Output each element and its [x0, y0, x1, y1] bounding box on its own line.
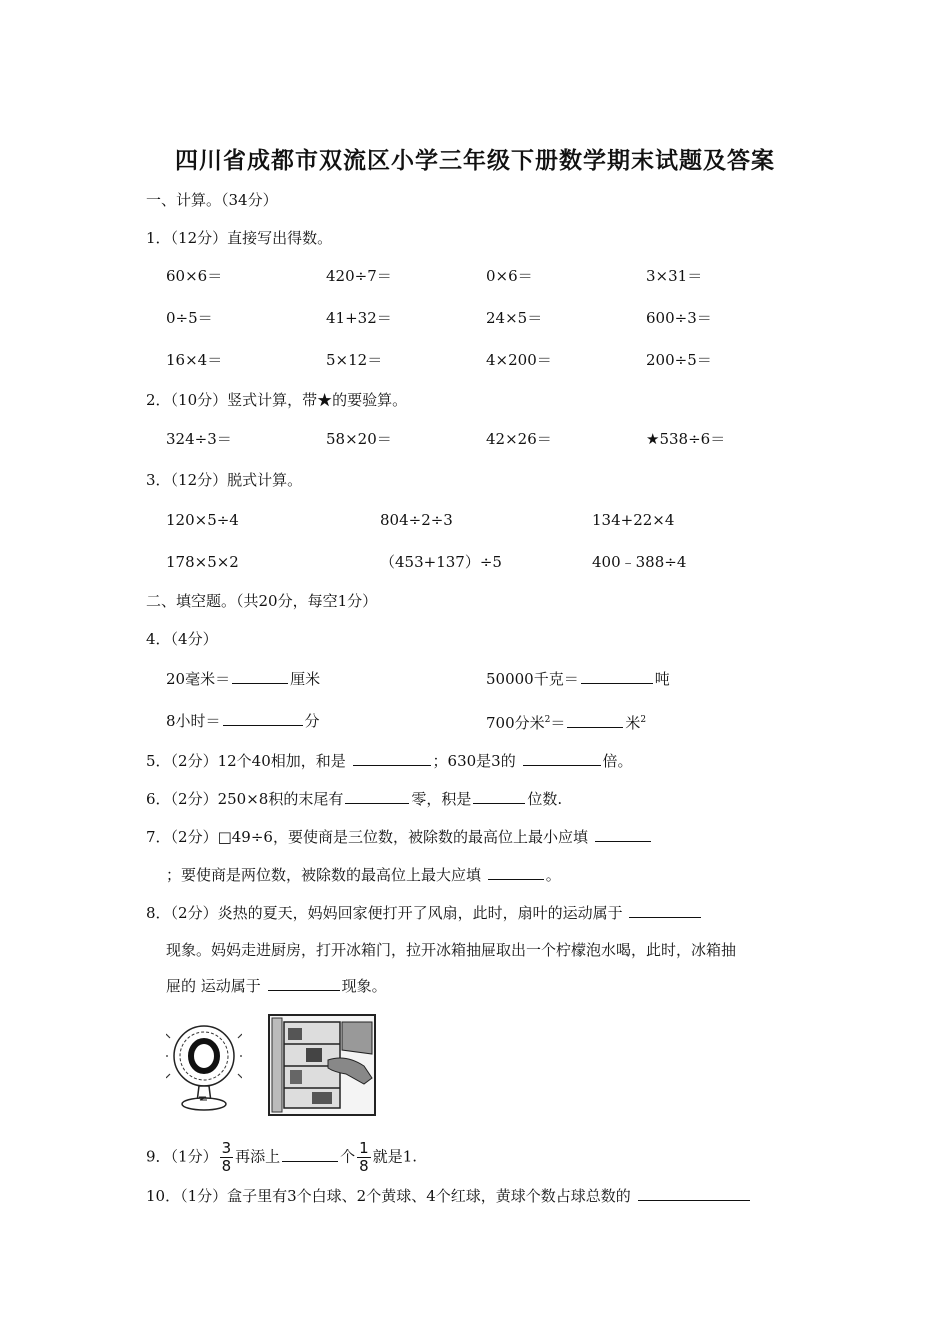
q1-item: 60×6＝: [166, 267, 223, 285]
q8-line-3: 屉的 运动属于 现象。: [166, 977, 387, 995]
q10: 10．（1分）盒子里有3个白球、2个黄球、4个红球，黄球个数占球总数的: [146, 1185, 752, 1206]
q4-item-d: 700分米$^2$＝ 米$^2$: [486, 714, 647, 732]
answer-blank[interactable]: [232, 668, 288, 684]
answer-blank[interactable]: [488, 864, 544, 880]
q2-heading: 2．（10分）竖式计算，带★的要验算。: [146, 391, 408, 409]
fraction: $\frac{1}{8}$: [359, 1139, 369, 1175]
q1-item: 41+32＝: [326, 309, 392, 327]
q4-item-c: 8小时＝ 分: [166, 712, 320, 730]
answer-blank[interactable]: [567, 712, 623, 728]
q1-item: 24×5＝: [486, 309, 543, 327]
q7-line-1: 7．（2分）□49÷6，要使商是三位数，被除数的最高位上最小应填: [146, 826, 653, 847]
q1-item: 600÷3＝: [646, 309, 712, 327]
q5: 5．（2分）12个40相加，和是 ；630是3的 倍。: [146, 752, 633, 770]
q3-item: 134+22×4: [592, 511, 675, 529]
q3-heading: 3．（12分）脱式计算。: [146, 471, 303, 489]
q8-line-2: 现象。妈妈走进厨房，打开冰箱门，拉开冰箱抽屉取出一个柠檬泡水喝，此时，冰箱抽: [166, 941, 737, 959]
answer-blank[interactable]: [282, 1146, 338, 1162]
answer-blank[interactable]: [638, 1185, 750, 1201]
q4-item-a: 20毫米＝ 厘米: [166, 670, 321, 688]
q9: 9．（1分） $\frac{3}{8}$ 再添上 个 $\frac{1}{8}$ 就是1.: [146, 1139, 418, 1175]
fridge-image: [268, 1014, 376, 1116]
q3-item: （453+137）÷5: [380, 553, 502, 571]
answer-blank[interactable]: [595, 826, 651, 842]
section-1-heading: 一、计算。（34分）: [146, 191, 278, 209]
q3-item: 400﹣388÷4: [592, 553, 687, 571]
q3-item: 178×5×2: [166, 553, 239, 571]
q3-item: 804÷2÷3: [380, 511, 453, 529]
fan-image: [166, 1018, 242, 1114]
fraction: $\frac{3}{8}$: [221, 1139, 232, 1175]
q1-item: 0÷5＝: [166, 309, 213, 327]
q1-item: 3×31＝: [646, 267, 703, 285]
q2-item: 58×20＝: [326, 430, 392, 448]
answer-blank[interactable]: [581, 668, 653, 684]
q1-item: 4×200＝: [486, 351, 552, 369]
q3-item: 120×5÷4: [166, 511, 239, 529]
q6: 6．（2分）250×8积的末尾有 零，积是 位数.: [146, 790, 563, 808]
q7-line-2: ；要使商是两位数，被除数的最高位上最大应填 。: [166, 866, 561, 884]
answer-blank[interactable]: [268, 975, 340, 991]
page-title: 四川省成都市双流区小学三年级下册数学期末试题及答案: [175, 148, 775, 174]
q4-heading: 4．（4分）: [146, 630, 218, 648]
q1-item: 0×6＝: [486, 267, 533, 285]
q1-item: 200÷5＝: [646, 351, 712, 369]
q1-item: 420÷7＝: [326, 267, 392, 285]
q2-item: ★538÷6＝: [646, 430, 726, 448]
answer-blank[interactable]: [629, 902, 701, 918]
answer-blank[interactable]: [353, 750, 431, 766]
q1-item: 16×4＝: [166, 351, 223, 369]
q1-heading: 1．（12分）直接写出得数。: [146, 229, 333, 247]
section-2-heading: 二、填空题。（共20分，每空1分）: [146, 592, 378, 610]
answer-blank[interactable]: [523, 750, 601, 766]
answer-blank[interactable]: [345, 788, 409, 804]
q1-item: 5×12＝: [326, 351, 383, 369]
q4-item-b: 50000千克＝ 吨: [486, 670, 670, 688]
answer-blank[interactable]: [473, 788, 525, 804]
answer-blank[interactable]: [223, 710, 303, 726]
q2-item: 324÷3＝: [166, 430, 232, 448]
q8-line-1: 8．（2分）炎热的夏天，妈妈回家便打开了风扇，此时，扇叶的运动属于: [146, 902, 703, 923]
q2-item: 42×26＝: [486, 430, 552, 448]
